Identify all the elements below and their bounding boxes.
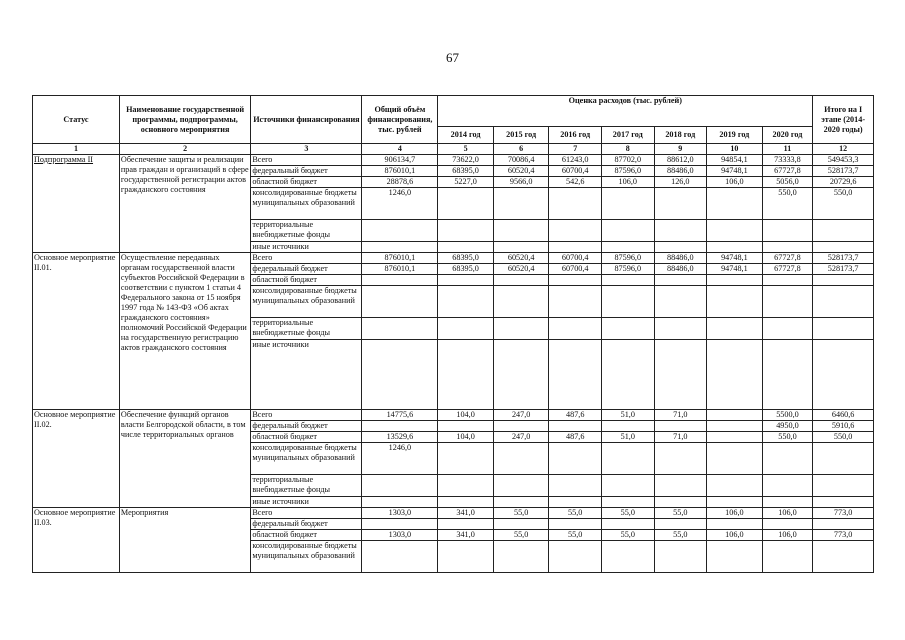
value-cell: 94748,1 — [707, 253, 763, 264]
source-cell: федеральный бюджет — [251, 421, 362, 432]
value-cell — [654, 275, 707, 286]
value-cell: 247,0 — [493, 432, 549, 443]
value-cell — [601, 286, 654, 318]
value-cell — [762, 340, 813, 410]
column-number: 10 — [707, 144, 763, 155]
value-cell — [762, 275, 813, 286]
value-cell — [654, 318, 707, 340]
value-cell: 71,0 — [654, 410, 707, 421]
value-cell: 68395,0 — [438, 264, 494, 275]
value-cell — [362, 497, 438, 508]
value-cell: 5910,6 — [813, 421, 874, 432]
value-cell — [549, 519, 602, 530]
header-year: 2020 год — [762, 127, 813, 144]
value-cell — [707, 242, 763, 253]
value-cell — [762, 318, 813, 340]
column-number: 11 — [762, 144, 813, 155]
value-cell: 126,0 — [654, 177, 707, 188]
header-year: 2014 год — [438, 127, 494, 144]
value-cell — [654, 497, 707, 508]
value-cell — [438, 220, 494, 242]
value-cell — [362, 541, 438, 573]
page-number: 67 — [446, 50, 459, 65]
value-cell — [813, 443, 874, 475]
value-cell — [601, 497, 654, 508]
header-stage-total: Итого на I этапе (2014-2020 годы) — [813, 96, 874, 144]
value-cell — [762, 541, 813, 573]
source-cell: федеральный бюджет — [251, 166, 362, 177]
value-cell: 550,0 — [813, 432, 874, 443]
value-cell: 61243,0 — [549, 155, 602, 166]
value-cell — [493, 318, 549, 340]
value-cell: 55,0 — [493, 508, 549, 519]
value-cell — [654, 340, 707, 410]
source-cell: территориальные внебюджетные фонды — [251, 220, 362, 242]
value-cell — [362, 286, 438, 318]
source-cell: федеральный бюджет — [251, 264, 362, 275]
value-cell: 550,0 — [762, 432, 813, 443]
value-cell — [601, 519, 654, 530]
value-cell — [813, 286, 874, 318]
column-number: 3 — [251, 144, 362, 155]
value-cell — [493, 475, 549, 497]
budget-table — [32, 95, 874, 573]
value-cell: 528173,7 — [813, 166, 874, 177]
value-cell: 55,0 — [654, 508, 707, 519]
value-cell: 5500,0 — [762, 410, 813, 421]
value-cell — [493, 497, 549, 508]
source-cell: иные источники — [251, 497, 362, 508]
value-cell — [762, 519, 813, 530]
value-cell — [707, 188, 763, 220]
value-cell — [438, 275, 494, 286]
value-cell: 20729,6 — [813, 177, 874, 188]
value-cell: 528173,7 — [813, 253, 874, 264]
value-cell: 876010,1 — [362, 264, 438, 275]
value-cell — [493, 242, 549, 253]
value-cell: 88486,0 — [654, 264, 707, 275]
value-cell — [493, 220, 549, 242]
value-cell: 51,0 — [601, 410, 654, 421]
value-cell: 4950,0 — [762, 421, 813, 432]
value-cell — [493, 188, 549, 220]
value-cell — [707, 475, 763, 497]
value-cell: 876010,1 — [362, 166, 438, 177]
value-cell: 73622,0 — [438, 155, 494, 166]
value-cell — [362, 318, 438, 340]
header-estimate: Оценка расходов (тыс. рублей) — [438, 96, 813, 127]
value-cell: 13529,6 — [362, 432, 438, 443]
source-cell: Всего — [251, 508, 362, 519]
value-cell: 487,6 — [549, 410, 602, 421]
column-number: 6 — [493, 144, 549, 155]
value-cell — [707, 432, 763, 443]
value-cell: 60520,4 — [493, 264, 549, 275]
value-cell — [762, 497, 813, 508]
source-cell: консолидированные бюджеты муниципальных образований — [251, 286, 362, 318]
source-cell: Всего — [251, 155, 362, 166]
source-cell: Всего — [251, 253, 362, 264]
value-cell — [549, 443, 602, 475]
value-cell: 106,0 — [762, 530, 813, 541]
header-year: 2019 год — [707, 127, 763, 144]
value-cell — [549, 541, 602, 573]
value-cell — [438, 421, 494, 432]
value-cell — [654, 421, 707, 432]
value-cell: 1303,0 — [362, 508, 438, 519]
column-number: 9 — [654, 144, 707, 155]
source-cell: областной бюджет — [251, 275, 362, 286]
value-cell: 87596,0 — [601, 253, 654, 264]
header-total: Общий объём финансирования, тыс. рублей — [362, 96, 438, 144]
column-number: 1 — [33, 144, 120, 155]
source-cell: федеральный бюджет — [251, 519, 362, 530]
value-cell: 14775,6 — [362, 410, 438, 421]
value-cell — [362, 220, 438, 242]
value-cell: 87596,0 — [601, 166, 654, 177]
value-cell — [362, 340, 438, 410]
value-cell: 773,0 — [813, 530, 874, 541]
value-cell: 106,0 — [707, 177, 763, 188]
source-cell: Всего — [251, 410, 362, 421]
status-cell: Подпрограмма II — [33, 155, 120, 253]
value-cell: 106,0 — [707, 530, 763, 541]
value-cell — [601, 188, 654, 220]
column-number: 8 — [601, 144, 654, 155]
column-number-row — [33, 144, 874, 155]
value-cell — [601, 541, 654, 573]
source-cell: консолидированные бюджеты муниципальных образований — [251, 541, 362, 573]
value-cell — [438, 340, 494, 410]
value-cell — [493, 421, 549, 432]
value-cell: 87596,0 — [601, 264, 654, 275]
value-cell — [549, 188, 602, 220]
program-name-cell: Обеспечение функций органов власти Белгородской области, в том числе территориальных органов — [119, 410, 250, 508]
status-cell: Основное мероприятие II.02. — [33, 410, 120, 508]
value-cell — [654, 519, 707, 530]
value-cell — [762, 242, 813, 253]
value-cell — [549, 220, 602, 242]
program-name-cell: Мероприятия — [119, 508, 250, 573]
header-sources: Источники финансирования — [251, 96, 362, 144]
value-cell: 341,0 — [438, 508, 494, 519]
value-cell — [493, 286, 549, 318]
column-number: 12 — [813, 144, 874, 155]
header-year: 2017 год — [601, 127, 654, 144]
value-cell: 341,0 — [438, 530, 494, 541]
value-cell — [654, 220, 707, 242]
header-year: 2016 год — [549, 127, 602, 144]
value-cell: 68395,0 — [438, 166, 494, 177]
value-cell: 104,0 — [438, 410, 494, 421]
value-cell: 60700,4 — [549, 166, 602, 177]
value-cell: 876010,1 — [362, 253, 438, 264]
value-cell — [654, 188, 707, 220]
value-cell — [654, 541, 707, 573]
source-cell: консолидированные бюджеты муниципальных образований — [251, 443, 362, 475]
source-cell: территориальные внебюджетные фонды — [251, 475, 362, 497]
value-cell: 73333,8 — [762, 155, 813, 166]
table-row — [33, 253, 874, 264]
value-cell — [362, 475, 438, 497]
value-cell — [762, 475, 813, 497]
value-cell — [813, 318, 874, 340]
value-cell — [707, 275, 763, 286]
value-cell: 542,6 — [549, 177, 602, 188]
value-cell: 60700,4 — [549, 264, 602, 275]
status-cell: Основное мероприятие II.01. — [33, 253, 120, 410]
value-cell — [707, 410, 763, 421]
value-cell — [438, 497, 494, 508]
value-cell: 106,0 — [762, 508, 813, 519]
value-cell — [549, 497, 602, 508]
value-cell — [813, 519, 874, 530]
value-cell — [362, 421, 438, 432]
value-cell — [549, 242, 602, 253]
value-cell — [549, 421, 602, 432]
value-cell: 71,0 — [654, 432, 707, 443]
value-cell — [493, 275, 549, 286]
value-cell — [813, 497, 874, 508]
table-body — [33, 155, 874, 573]
value-cell: 550,0 — [762, 188, 813, 220]
value-cell — [601, 318, 654, 340]
source-cell: областной бюджет — [251, 177, 362, 188]
value-cell: 528173,7 — [813, 264, 874, 275]
value-cell — [707, 497, 763, 508]
value-cell — [813, 275, 874, 286]
value-cell — [813, 220, 874, 242]
value-cell: 60520,4 — [493, 253, 549, 264]
column-number: 4 — [362, 144, 438, 155]
value-cell — [438, 475, 494, 497]
value-cell — [362, 275, 438, 286]
value-cell: 88486,0 — [654, 253, 707, 264]
value-cell: 550,0 — [813, 188, 874, 220]
source-cell: областной бюджет — [251, 530, 362, 541]
value-cell — [438, 541, 494, 573]
value-cell: 55,0 — [654, 530, 707, 541]
value-cell: 106,0 — [707, 508, 763, 519]
value-cell — [707, 286, 763, 318]
value-cell — [438, 286, 494, 318]
value-cell: 88486,0 — [654, 166, 707, 177]
value-cell: 94854,1 — [707, 155, 763, 166]
value-cell: 906134,7 — [362, 155, 438, 166]
value-cell — [762, 220, 813, 242]
value-cell — [813, 541, 874, 573]
source-cell: консолидированные бюджеты муниципальных образований — [251, 188, 362, 220]
value-cell: 94748,1 — [707, 264, 763, 275]
value-cell — [362, 242, 438, 253]
value-cell — [601, 475, 654, 497]
value-cell — [813, 242, 874, 253]
value-cell: 9566,0 — [493, 177, 549, 188]
value-cell: 6460,6 — [813, 410, 874, 421]
source-cell: областной бюджет — [251, 432, 362, 443]
column-number: 5 — [438, 144, 494, 155]
value-cell — [438, 242, 494, 253]
value-cell: 55,0 — [549, 508, 602, 519]
value-cell — [654, 286, 707, 318]
value-cell: 773,0 — [813, 508, 874, 519]
value-cell: 28878,6 — [362, 177, 438, 188]
value-cell: 60520,4 — [493, 166, 549, 177]
value-cell: 68395,0 — [438, 253, 494, 264]
value-cell — [601, 275, 654, 286]
table-row — [33, 508, 874, 519]
value-cell — [438, 443, 494, 475]
source-cell: иные источники — [251, 340, 362, 410]
value-cell: 55,0 — [549, 530, 602, 541]
header-year: 2018 год — [654, 127, 707, 144]
value-cell — [549, 275, 602, 286]
value-cell — [549, 286, 602, 318]
value-cell: 87702,0 — [601, 155, 654, 166]
value-cell — [707, 318, 763, 340]
value-cell: 70086,4 — [493, 155, 549, 166]
column-number: 7 — [549, 144, 602, 155]
value-cell: 60700,4 — [549, 253, 602, 264]
value-cell — [601, 220, 654, 242]
value-cell: 51,0 — [601, 432, 654, 443]
value-cell: 67727,8 — [762, 253, 813, 264]
value-cell — [707, 519, 763, 530]
value-cell — [654, 443, 707, 475]
value-cell — [601, 443, 654, 475]
program-name-cell: Осуществление переданных органам государственной власти субъектов Российской Федерации в соответствии с пунктом 1 статьи 4 Федерального закона от 15 ноября 1997 года № 143-ФЗ «Об актах гражданского состояния» полномочий Российской Федерации на государственную регистрацию актов гражданского состояния — [119, 253, 250, 410]
table-row — [33, 410, 874, 421]
value-cell — [549, 318, 602, 340]
value-cell — [493, 443, 549, 475]
value-cell — [493, 541, 549, 573]
value-cell — [762, 443, 813, 475]
value-cell — [438, 519, 494, 530]
status-cell: Основное мероприятие II.03. — [33, 508, 120, 573]
value-cell — [654, 242, 707, 253]
value-cell — [813, 475, 874, 497]
value-cell: 487,6 — [549, 432, 602, 443]
value-cell: 247,0 — [493, 410, 549, 421]
value-cell: 67727,8 — [762, 264, 813, 275]
value-cell — [549, 340, 602, 410]
value-cell — [493, 519, 549, 530]
value-cell: 549453,3 — [813, 155, 874, 166]
header-status: Статус — [33, 96, 120, 144]
value-cell — [654, 475, 707, 497]
value-cell: 5227,0 — [438, 177, 494, 188]
value-cell: 106,0 — [601, 177, 654, 188]
header-name: Наименование государственной программы, подпрограммы, основного мероприятия — [119, 96, 250, 144]
program-name-cell: Обеспечение защиты и реализации прав граждан и организаций в сфере государственной регистрации актов гражданского состояния — [119, 155, 250, 253]
value-cell — [601, 421, 654, 432]
value-cell — [707, 421, 763, 432]
value-cell: 1303,0 — [362, 530, 438, 541]
value-cell: 67727,8 — [762, 166, 813, 177]
value-cell: 104,0 — [438, 432, 494, 443]
value-cell: 1246,0 — [362, 443, 438, 475]
value-cell: 94748,1 — [707, 166, 763, 177]
value-cell — [362, 519, 438, 530]
value-cell: 88612,0 — [654, 155, 707, 166]
value-cell — [707, 340, 763, 410]
value-cell — [549, 475, 602, 497]
value-cell: 1246,0 — [362, 188, 438, 220]
value-cell — [493, 340, 549, 410]
value-cell: 5056,0 — [762, 177, 813, 188]
header-year: 2015 год — [493, 127, 549, 144]
value-cell — [438, 188, 494, 220]
value-cell: 55,0 — [493, 530, 549, 541]
table-row — [33, 155, 874, 166]
value-cell — [707, 220, 763, 242]
value-cell — [601, 340, 654, 410]
source-cell: территориальные внебюджетные фонды — [251, 318, 362, 340]
value-cell — [707, 443, 763, 475]
value-cell — [438, 318, 494, 340]
value-cell: 55,0 — [601, 508, 654, 519]
source-cell: иные источники — [251, 242, 362, 253]
value-cell: 55,0 — [601, 530, 654, 541]
value-cell — [601, 242, 654, 253]
column-number: 2 — [119, 144, 250, 155]
table-header — [33, 96, 874, 155]
value-cell — [762, 286, 813, 318]
value-cell — [813, 340, 874, 410]
value-cell — [707, 541, 763, 573]
